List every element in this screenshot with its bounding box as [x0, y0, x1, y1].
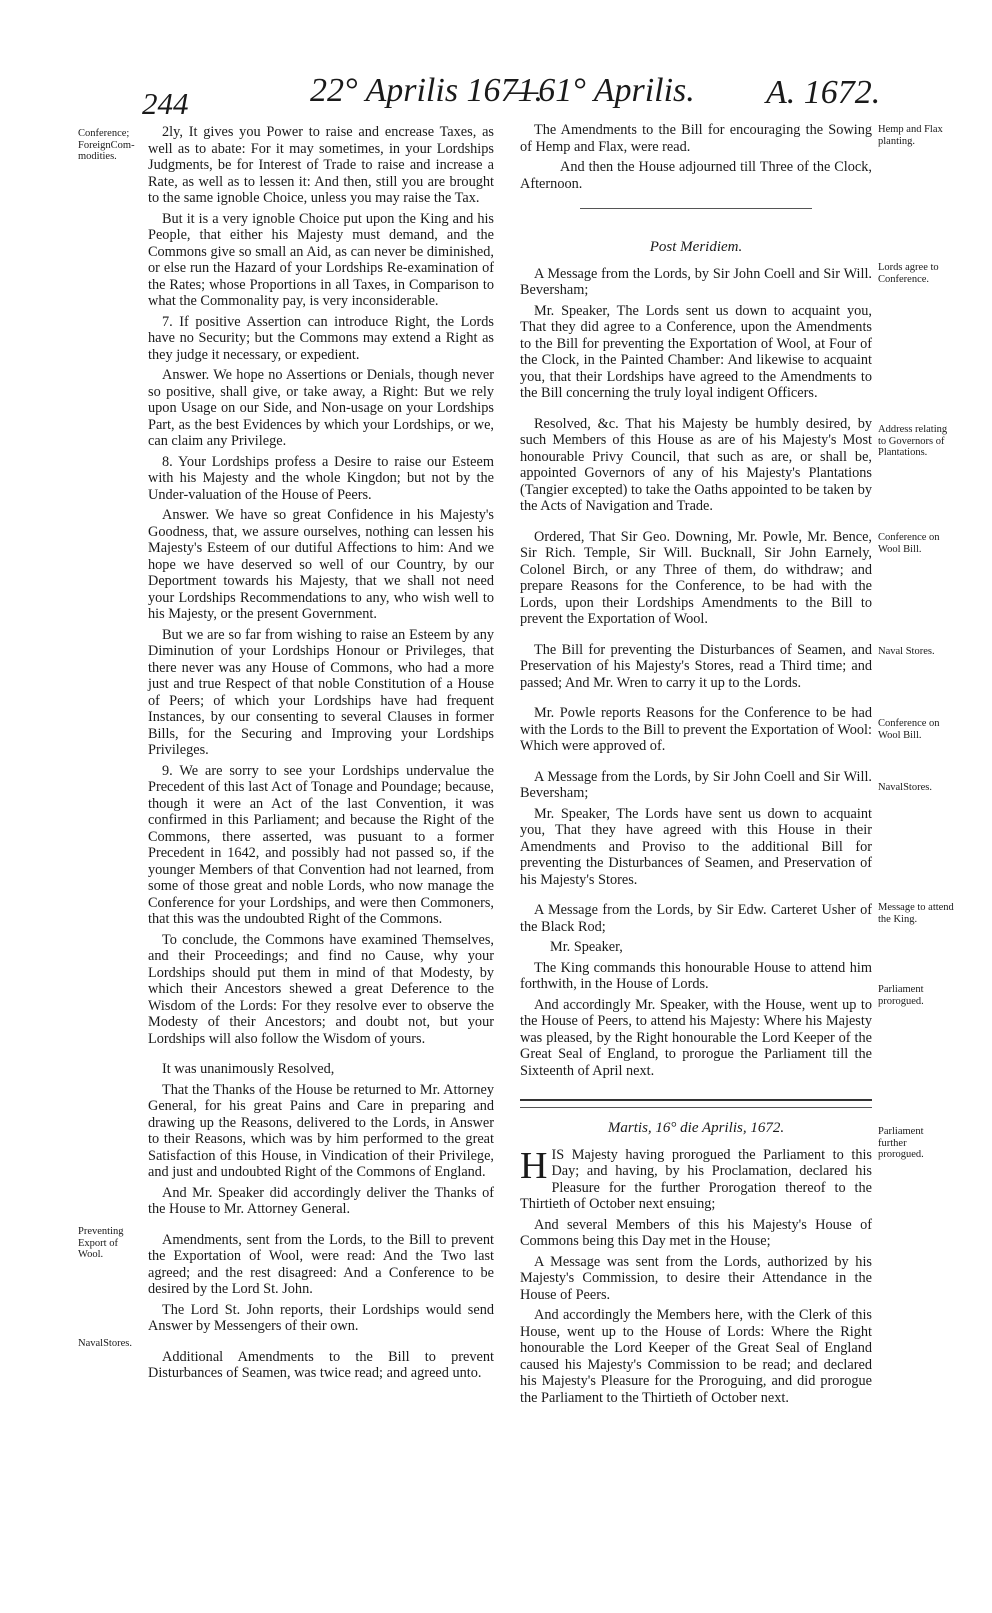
paragraph: The Lord St. John reports, their Lordships would send Answer by Messengers of their own.: [148, 1301, 494, 1334]
paragraph: Resolved, &c. That his Majesty be humbly desired, by such Members of this House as are of his Majesty's Most honourable Privy Council, that such as are, or shall be, appointed Governors of any of his Majesty's Plantations (Tangier excepted) to take the Oaths appointed to be taken by the Acts of Navigation and Trade.: [520, 415, 872, 514]
paragraph: 8. Your Lordships profess a Desire to raise our Esteem with his Majesty and the whole Kingdon; but not by the Under-valuation of the House of Peers.: [148, 453, 494, 503]
paragraph: [520, 1144, 872, 1213]
running-head-left-date: 22° Aprilis 1671.: [310, 72, 544, 109]
paragraph: But we are so far from wishing to raise an Esteem by any Diminution of your Lordships Honour or Privileges, that there never was any House of Commons, who had a more just and true Respect of that noble Constitution of a House of Peers; of which your Lordships have had frequent Instances, by our consenting to several Clauses in former Bills, for the Securing and Improving your Lordships Privileges.: [148, 626, 494, 758]
paragraph-text: IS Majesty having prorogued the Parliament to this Day; and having, by his Proclamation, declared his Pleasure for the further Prorogation thereof to the Thirtieth of October next ensuing;: [520, 1146, 872, 1212]
page-number: 244: [142, 86, 189, 121]
paragraph: 2ly, It gives you Power to raise and encrease Taxes, as well as to abate: For it may sometimes, in your Lordships Judgments, be for Interest of Trade to raise and increase a Rate, as well as to lessen it: And then, still you are brought to the same ignoble Choice, unless you may raise the Tax.: [148, 124, 494, 206]
margin-note-conference-wool: Conference on Wool Bill.: [878, 532, 940, 555]
paragraph: Mr. Speaker, The Lords sent us down to acquaint you, That they did agree to a Conference, upon the Amendments to the Bill for preventing the Exportation of Wool, at Four of the Clock, in the Painted Chamber: And likewise to acquaint you, that their Lordships have agreed to the Amendments to the Bill concerning the truly loyal indigent Officers.: [520, 302, 872, 401]
paragraph: To conclude, the Commons have examined Themselves, and their Proceedings; and find no Cause, why your Lordships should put them in mind of that Modesty, by which their Ancestors shewed a great Deference to the Wisdom of the Lords: For they resolve ever to observe the Modesty of their Ancestors; and doubt not, but your Lordships will also follow the Wisdom of yours.: [148, 931, 494, 1047]
margin-note-attend-king: Message to attend the King.: [878, 902, 954, 925]
paragraph: It was unanimously Resolved,: [162, 1061, 335, 1077]
paragraph: A Message was sent from the Lords, authorized by his Majesty's Commission, to desire their Attendance in the House of Peers.: [520, 1253, 872, 1303]
paragraph: Answer. We hope no Assertions or Denials, though never so positive, shall give, or take away, a Right: But we rely upon Usage on our Side, and Non-usage on your Lordships Part, as the best Evidences by which your Lordships, or we, can claim any Privilege.: [148, 367, 494, 449]
paragraph: But it is a very ignoble Choice put upon the King and his People, that either his Majesty must demand, and the Commons give so small an Aid, as can never be diminished, or else run the Hazard of your Lordships Re-examination of the Rates; whose Proportions in all Taxes, in Comparison to what the Commonality pay, is very inconsiderable.: [148, 210, 494, 309]
paragraph: 7. If positive Assertion can introduce Right, the Lords have no Security; but the Commons may extend a Right as they judge it necessary, or expedient.: [148, 313, 494, 363]
running-head-right-date: —61° Aprilis.: [508, 72, 695, 109]
martis-heading: Martis, 16° die Aprilis, 1672.: [607, 1120, 785, 1136]
right-column: [520, 122, 872, 1410]
margin-note-conference-wool-2: Conference on Wool Bill.: [878, 718, 940, 741]
paragraph: A Message from the Lords, by Sir John Coell and Sir Will. Beversham;: [520, 265, 872, 298]
paragraph: Mr. Powle reports Reasons for the Conference to be had with the Lords to the Bill to prevent the Exportation of Wool: Which were approved of.: [520, 705, 872, 754]
paragraph: Ordered, That Sir Geo. Downing, Mr. Powle, Mr. Bence, Sir Rich. Temple, Sir Will. Bucknall, Sir John Earnely, Colonel Birch, or any Three of them, do withdraw; and prepare Reasons for the Conference, to be had with the Lords, upon their Lordships Amendments to the Bill to prevent the Exportation of Wool.: [520, 528, 872, 627]
paragraph: And accordingly Mr. Speaker, with the House, went up to the House of Peers, to attend his Majesty: Where his Majesty was pleased, by the Right honourable the Lord Keeper of the Great Seal of England, to prorogue the Parliament till the Sixteenth of April next.: [520, 996, 872, 1079]
paragraph: And Mr. Speaker did accordingly deliver the Thanks of the House to Mr. Attorney General.: [148, 1184, 494, 1217]
margin-note-further-prorogued: Parliament further prorogued.: [878, 1126, 924, 1160]
section-rule: [520, 1099, 872, 1101]
paragraph: Answer. We have so great Confidence in his Majesty's Goodness, that, we assure ourselves, nothing can lessen his Majesty's Esteem of our dutiful Affections to him: And we hope we have deserved so well of our Country, by our Deportment towards his Majesty, that we shall not need your Lordships Recommendations to any, who wish well to his Majesty, or the present Government.: [148, 507, 494, 622]
margin-note-naval-stores-2: NavalStores.: [878, 782, 932, 793]
margin-note-hemp-flax: Hemp and Flax planting.: [878, 124, 943, 147]
paragraph: A Message from the Lords, by Sir John Coell and Sir Will. Beversham;: [520, 768, 872, 801]
margin-note-address-governors: Address relating to Governors of Plantations.: [878, 424, 948, 458]
paragraph: The Amendments to the Bill for encouraging the Sowing of Hemp and Flax, were read.: [520, 122, 872, 155]
margin-note-prorogued: Parliament prorogued.: [878, 984, 924, 1007]
margin-note-preventing-export: Preventing Export of Wool.: [78, 1226, 124, 1260]
paragraph: A Message from the Lords, by Sir Edw. Carteret Usher of the Black Rod;: [520, 902, 872, 935]
paragraph: That the Thanks of the House be returned to Mr. Attorney General, for his great Pains and Care in preparing and drawing up the Reasons, delivered to the Lords, in Answer to their Reasons, which was by him performed to the great Satisfaction of this House, in Vindication of their Privilege, and just and undoubted Right of the Commons of England.: [148, 1081, 494, 1180]
paragraph: Mr. Speaker, The Lords have sent us down to acquaint you, That they have agreed with this House in their Amendments and Proviso to the additional Bill for preventing the Disturbances of Seamen, and Preservation of his Majesty's Stores.: [520, 805, 872, 888]
paragraph: The Bill for preventing the Disturbances of Seamen, and Preservation of his Majesty's Stores, read a Third time; and passed; And Mr. Wren to carry it up to the Lords.: [520, 641, 872, 691]
post-meridiem-heading: Post Meridiem.: [649, 239, 743, 255]
paragraph: Mr. Speaker,: [550, 939, 623, 955]
margin-note-lords-agree: Lords agree to Conference.: [878, 262, 939, 285]
paragraph: And then the House adjourned till Three of the Clock, Afternoon.: [520, 159, 872, 192]
paragraph: Additional Amendments to the Bill to prevent Disturbances of Seamen, was twice read; and agreed unto.: [148, 1348, 494, 1381]
margin-note-naval-stores-1: Naval Stores.: [878, 646, 935, 657]
paragraph: The King commands this honourable House to attend him forthwith, in the House of Lords.: [520, 959, 872, 992]
drop-cap: H: [520, 1144, 548, 1187]
margin-note-naval-stores: NavalStores.: [78, 1338, 132, 1349]
section-rule-thin: [520, 1107, 872, 1108]
running-head-year: A. 1672.: [766, 74, 881, 111]
divider: [580, 208, 812, 209]
left-column: [148, 124, 494, 1386]
paragraph: 9. We are sorry to see your Lordships undervalue the Precedent of this last Act of Tonage and Poundage; because, though it were an Act of the last Convention, it was confirmed in this Parliament; and because the Right of the Commons, there asserted, was pusuant to a former Precedent in 1642, and possibly had not passed so, if the younger Members of that Convention had not learned, from some of those great and noble Lords, who now manage the Conference for your Lordships, and were then Commoners, that this was the undoubted Right of the Commons.: [148, 762, 494, 927]
paragraph: And accordingly the Members here, with the Clerk of this House, went up to the House of Lords: Where the Right honourable the Lord Keeper of the Great Seal of England caused his Majesty's Commission to be read; and declared his Majesty's Pleasure for the Proroguing, and did prorogue the Parliament to the Thirtieth of October next.: [520, 1307, 872, 1406]
paragraph: Amendments, sent from the Lords, to the Bill to prevent the Exportation of Wool, were read: And the Two last agreed; and the rest disagreed: And a Conference to be desired by the Lord St. John.: [148, 1231, 494, 1297]
margin-note-conference: Conference; ForeignCom-modities.: [78, 128, 135, 162]
paragraph: And several Members of this his Majesty's House of Commons being this Day met in the House;: [520, 1216, 872, 1249]
